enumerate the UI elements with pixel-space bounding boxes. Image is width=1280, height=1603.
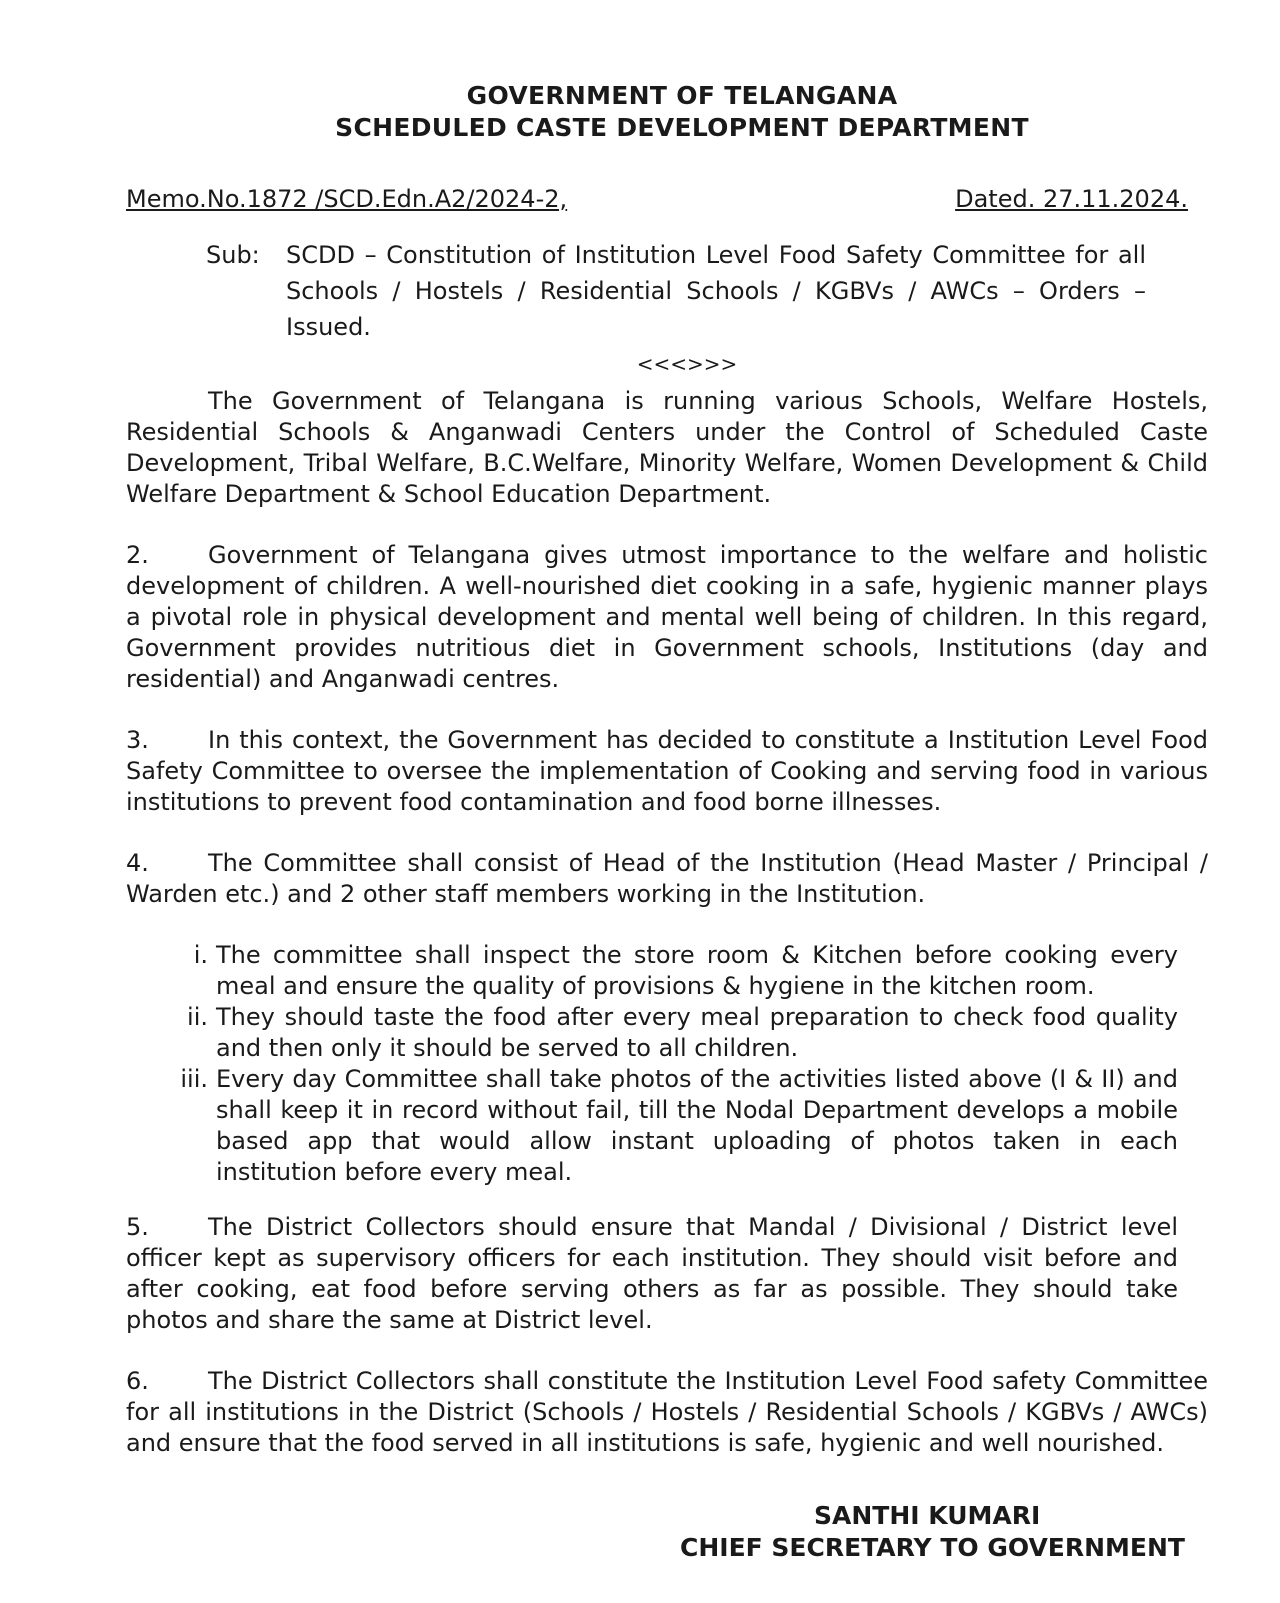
list-item — [158, 1064, 1178, 1188]
committee-duties-list — [158, 940, 1178, 1188]
subject-text: SCDD – Constitution of Institution Level Food Safety Committee for all Schools / Hostels / Residential Schools / KGBVs / AWCs – Orders – Issued. — [286, 241, 1146, 341]
memo-date: Dated. 27.11.2024. — [955, 185, 1188, 213]
signatory-name: SANTHI KUMARI — [814, 1501, 1041, 1530]
paragraph-text: In this context, the Government has decided to constitute a Institution Level Food Safety Committee to oversee the implementation of Cooking and serving food in various institutions to prevent food contamination and food borne illnesses. — [126, 726, 1208, 816]
list-item-text: They should taste the food after every meal preparation to check food quality and then only it should be served to all children. — [216, 1003, 1178, 1062]
paragraph-1: The Government of Telangana is running various Schools, Welfare Hostels, Residential Schools & Anganwadi Centers under the Control of Scheduled Caste Development, Tribal Welfare, B.C.Welfare, Minority Welfare, Women Development & Child Welfare Department & School Education Department. — [126, 387, 1208, 508]
paragraph-text: Government of Telangana gives utmost importance to the welfare and holistic development of children. A well-nourished diet cooking in a safe, hygienic manner plays a pivotal role in physical development and mental well being of children. In this regard, Government provides nutritious diet in Government schools, Institutions (day and residential) and Anganwadi centres. — [126, 541, 1208, 693]
memo-document — [126, 80, 1208, 1459]
memo-number: Memo.No.1872 /SCD.Edn.A2/2024-2, — [126, 185, 568, 213]
department-title: SCHEDULED CASTE DEVELOPMENT DEPARTMENT — [335, 113, 1029, 142]
paragraph-4 — [126, 848, 1208, 910]
paragraph-number: 3. — [126, 726, 149, 754]
subject-block — [126, 237, 1208, 345]
letterhead — [156, 80, 1208, 144]
paragraph-2 — [126, 540, 1208, 695]
paragraph-number: 5. — [126, 1213, 149, 1241]
paragraph-6 — [126, 1366, 1208, 1459]
paragraph-5 — [126, 1212, 1178, 1336]
memo-reference-row — [126, 184, 1208, 215]
list-item-text: The committee shall inspect the store room & Kitchen before cooking every meal and ensure the quality of provisions & hygiene in the kitchen room. — [216, 941, 1178, 1000]
list-item-number: ii. — [187, 1003, 208, 1031]
paragraph-number: 4. — [126, 849, 149, 877]
signatory-designation: CHIEF SECRETARY TO GOVERNMENT — [680, 1533, 1185, 1562]
list-item — [158, 1002, 1178, 1064]
govt-title: GOVERNMENT OF TELANGANA — [466, 81, 898, 110]
list-item-text: Every day Committee shall take photos of the activities listed above (I & II) and shall keep it in record without fail, till the Nodal Department develops a mobile based app that would allow instant uploading of photos taken in each institution before every meal. — [216, 1065, 1178, 1186]
paragraph-text: The District Collectors shall constitute the Institution Level Food safety Committee for all institutions in the District (Schools / Hostels / Residential Schools / KGBVs / AWCs) and ensure that the food served in all institutions is safe, hygienic and well nourished. — [126, 1367, 1208, 1457]
paragraph-text: The Committee shall consist of Head of the Institution (Head Master / Principal / Warden etc.) and 2 other staff members working in the Institution. — [126, 849, 1208, 908]
list-item-number: i. — [193, 941, 208, 969]
paragraph-3 — [126, 725, 1208, 818]
list-item — [158, 940, 1178, 1002]
signature-block — [0, 1500, 1200, 1564]
paragraph-number: 6. — [126, 1367, 149, 1395]
list-item-number: iii. — [180, 1065, 208, 1093]
subject-label: Sub: — [206, 241, 260, 269]
paragraph-number: 2. — [126, 541, 149, 569]
separator: <<<>>> — [636, 352, 738, 376]
paragraph-text: The District Collectors should ensure that Mandal / Divisional / District level officer kept as supervisory officers for each institution. They should visit before and after cooking, eat food before serving others as far as possible. They should take photos and share the same at District level. — [126, 1213, 1178, 1334]
